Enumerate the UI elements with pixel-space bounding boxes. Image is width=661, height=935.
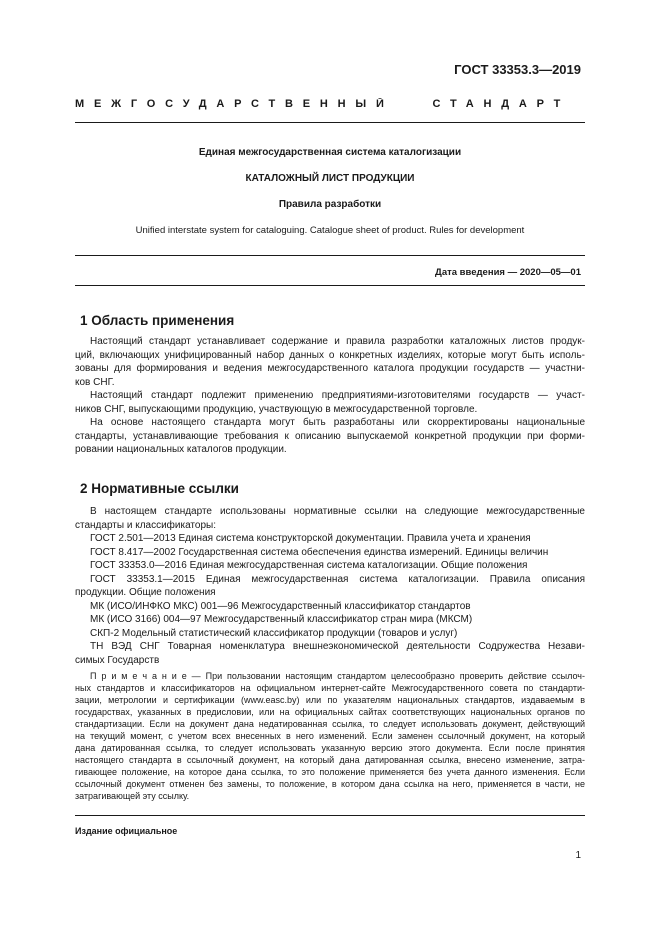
section-2-references	[75, 505, 585, 667]
text-line: ций, включающих унифицированный набор данных о конкретных изделиях, которые могут быть исполь-	[75, 349, 585, 361]
reference-item: ГОСТ 2.501—2013 Единая система конструкторской документации. Правила учета и хранения	[90, 533, 531, 544]
note-line: затрагивающей эту ссылку.	[75, 791, 190, 801]
reference-item: ГОСТ 8.417—2002 Государственная система обеспечения единства измерений. Единицы величин	[90, 546, 549, 558]
interstate-standard-banner: МЕЖГОСУДАРСТВЕННЫЙ СТАНДАРТ	[75, 98, 571, 110]
reference-item: СКП-2 Модельный статистический классификатор продукции (товаров и услуг)	[90, 627, 458, 639]
note-line: зации, метрологии и сертификации (www.easc.by) или по указателям национальных стандартов, издаваемым в	[75, 695, 585, 705]
text-line: продукции. Общие положения	[75, 587, 216, 598]
text-line: На основе настоящего стандарта могут быть разработаны или скорректированы национальные	[90, 417, 585, 428]
section-1-paragraph-1	[75, 335, 585, 457]
reference-item: МК (ИСО/ИНФКО МКС) 001—96 Межгосударственный классификатор стандартов	[90, 600, 471, 612]
title-rule	[75, 255, 585, 256]
document-number: ГОСТ 33353.3—2019	[454, 62, 581, 77]
reference-item: ГОСТ 33353.1—2015 Единая межгосударственная система каталогизации. Правила описания	[90, 573, 585, 585]
top-rule	[75, 122, 585, 123]
text-line: В настоящем стандарте использованы нормативные ссылки на следующие межгосударственные	[90, 506, 585, 517]
text-line: ков СНГ.	[75, 376, 115, 388]
page-number: 1	[575, 850, 581, 861]
document-subtitle: Правила разработки	[278, 199, 382, 210]
text-line: симых Государств	[75, 654, 160, 666]
document-title: КАТАЛОЖНЫЙ ЛИСТ ПРОДУКЦИИ	[245, 173, 415, 184]
text-line: Настоящий стандарт подлежит применению предприятиями-изготовителями государств — участ-	[90, 390, 585, 401]
text-line: зованы для формирования и ведения межгосударственного каталога продукции государств — участни-	[75, 363, 585, 374]
section-2-heading: 2 Нормативные ссылки	[80, 481, 239, 496]
normative-references-note	[75, 670, 585, 802]
text-line: Настоящий стандарт устанавливает содержание и правила разработки каталожных листов продук-	[90, 336, 585, 347]
note-line: на текущий момент, с учетом всех внесенных в него изменений. Если заменен ссылочный документ, на который	[75, 731, 585, 741]
reference-item: МК (ИСО 3166) 004—97 Межгосударственный классификатор стран мира (МКСМ)	[90, 614, 473, 625]
section-1-heading: 1 Область применения	[80, 313, 235, 328]
note-line: ных стандартов и классификаторов на официальном интернет-сайте Межгосударственного совета по стандарти-	[75, 683, 585, 693]
date-rule	[75, 285, 585, 286]
footer-rule	[75, 815, 585, 816]
note-line: П р и м е ч а н и е — При пользовании настоящим стандартом целесообразно проверить действие ссылоч-	[90, 671, 585, 681]
note-line: гивающее положение, на которое дана ссылка, то это положение применяется без учета данного изменения. Если	[75, 767, 585, 777]
text-line: ников СНГ, выпускающими продукцию, участвующую в межгосударственной торговле.	[75, 403, 478, 415]
note-line: настоящего стандарта в ссылочный документ, на который дана датированная ссылка, внесено изменение, затра-	[75, 755, 585, 765]
reference-item: ГОСТ 33353.0—2016 Единая межгосударственная система каталогизации. Общие положения	[90, 560, 528, 571]
reference-item: ТН ВЭД СНГ Товарная номенклатура внешнеэкономической деятельности Содружества Незави-	[90, 641, 585, 652]
official-edition-label: Издание официальное	[75, 826, 178, 836]
note-line: ссылочный документ отменен без замены, то положение, в котором дана ссылка на него, применяется в части, не	[75, 779, 585, 789]
english-title: Unified interstate system for cataloguing. Catalogue sheet of product. Rules for development	[135, 225, 525, 236]
system-title: Единая межгосударственная система каталогизации	[198, 147, 462, 158]
text-line: стандарты, устанавливающие требования к описанию выпускаемой конкретной продукции при форми-	[75, 430, 585, 442]
text-line: ровании национальных каталогов продукции.	[75, 444, 287, 455]
text-line: стандарты и классификаторы:	[75, 519, 216, 531]
note-line: государствах, указанных в предисловии, или на официальных сайтах соответствующих национальных органов по	[75, 707, 585, 717]
note-line: стандартизации. Если на документ дана недатированная ссылка, то следует использовать документ, действующий	[75, 719, 585, 729]
introduction-date: Дата введения — 2020—05—01	[435, 267, 581, 278]
note-line: дана датированная ссылка, то следует использовать указанную версию этого документа. Если после принятия	[75, 743, 585, 753]
